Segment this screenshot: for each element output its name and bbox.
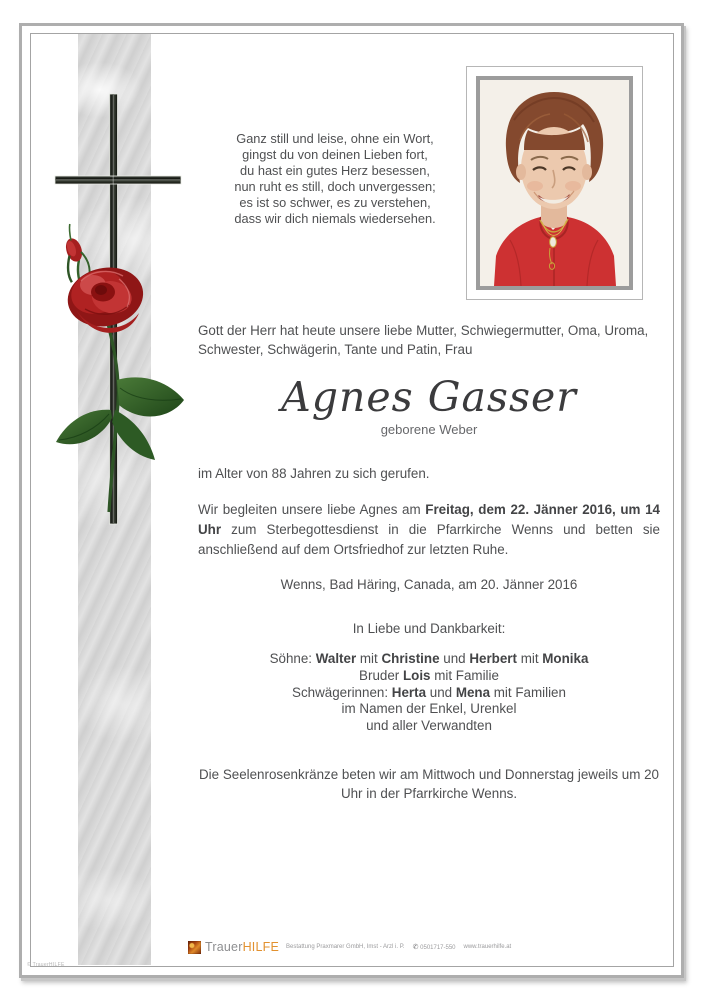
maiden-name: geborene Weber: [380, 422, 478, 437]
family-line-sons: Söhne: Walter mit Christine und Herbert mit Monika: [269, 651, 589, 666]
family-line-grandchildren: im Namen der Enkel, Urenkel: [341, 701, 517, 717]
funeral-schedule: [198, 500, 660, 560]
portrait-photo: [480, 80, 629, 286]
family-list: [198, 651, 660, 735]
poem-line: gingst du von deinen Lieben fort,: [242, 147, 428, 162]
funeral-home-company: Bestattung Praxmarer GmbH, Imst - Arzl i. P.: [286, 944, 405, 950]
poem-line: dass wir dich niemals wiedersehen.: [234, 211, 436, 226]
trauerhilfe-brand: TrauerHILFE: [205, 940, 279, 954]
deceased-name-block: [198, 374, 660, 437]
place-date-line: Wenns, Bad Häring, Canada, am 20. Jänner 2016: [280, 577, 578, 592]
schedule-text: Wir begleiten unsere liebe Agnes am: [198, 502, 426, 517]
portrait-photo-border: [476, 76, 633, 290]
print-code: © TrauerHILFE: [27, 962, 65, 968]
trauerhilfe-logo-icon: [188, 941, 201, 954]
funeral-home-phone: ✆ 0501717-550: [412, 944, 456, 951]
poem-line: es ist so schwer, es zu verstehen,: [239, 195, 431, 210]
family-line-sisters-in-law: Schwägerinnen: Herta und Mena mit Familien: [292, 684, 566, 700]
cross-and-rose-illustration: [35, 80, 195, 550]
deceased-name: Agnes Gasser: [281, 373, 577, 421]
rose-illustration: [54, 222, 184, 512]
funeral-home-website: www.trauerhilfe.at: [463, 944, 512, 950]
announcement-intro: Gott der Herr hat heute unsere liebe Mutter, Schwiegermutter, Oma, Uroma, Schwester, Schwägerin, Tante und Patin, Frau: [198, 323, 649, 357]
poem-line: nun ruht es still, doch unvergessen;: [234, 179, 436, 194]
family-line-brother: Bruder Lois mit Familie: [359, 667, 499, 683]
schedule-date-time: Freitag, dem 22. Jänner 2016, um 14 Uhr: [198, 502, 660, 537]
gratitude-line: In Liebe und Dankbarkeit:: [352, 621, 506, 636]
family-line-relatives: und aller Verwandten: [366, 718, 492, 734]
poem-line: du hast ein gutes Herz besessen,: [240, 163, 430, 178]
funeral-home-footer: [188, 938, 519, 956]
rosary-notice: Die Seelenrosenkränze beten wir am Mittwoch und Donnerstag jeweils um 20 Uhr in der Pfarrkirche Wenns.: [199, 767, 659, 801]
memorial-poem: [198, 131, 472, 227]
phone-icon: ✆: [412, 944, 419, 951]
poem-line: Ganz still und leise, ohne ein Wort,: [236, 131, 434, 146]
schedule-text: zum Sterbegottesdienst in die Pfarrkirche Wenns und betten sie anschließend auf dem Ortsfriedhof zur letzten Ruhe.: [198, 522, 660, 557]
age-line: im Alter von 88 Jahren zu sich gerufen.: [198, 466, 430, 481]
portrait-photo-frame: [466, 66, 643, 300]
